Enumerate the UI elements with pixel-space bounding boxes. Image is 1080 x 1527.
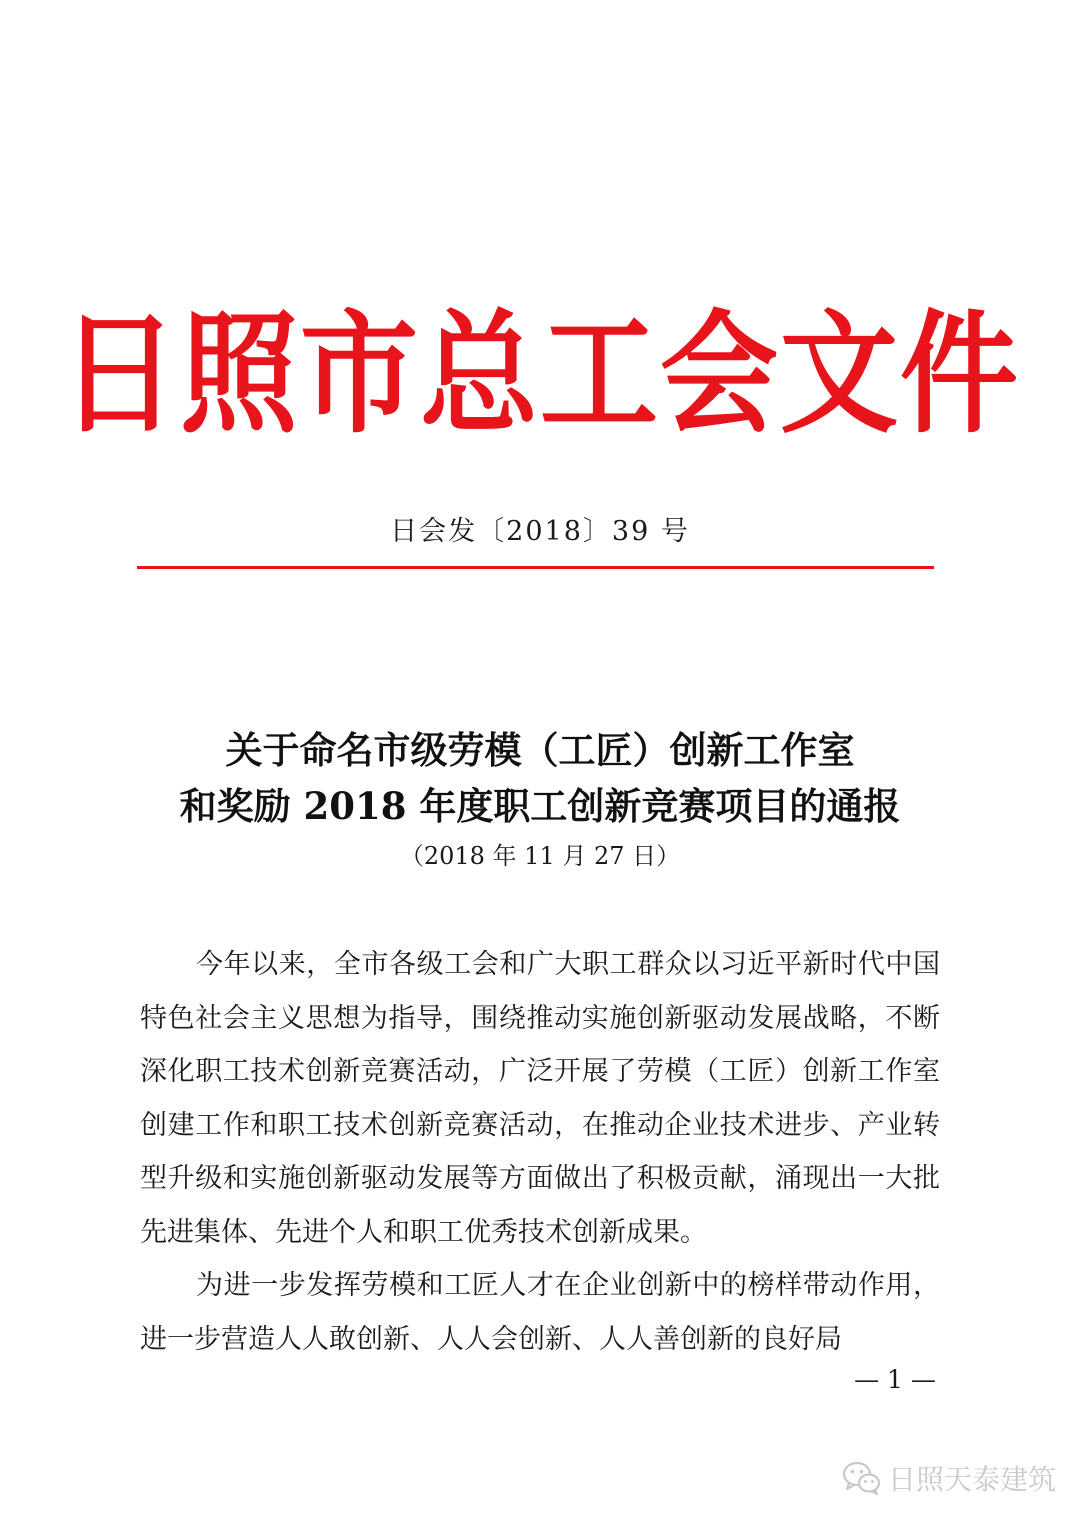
document-number: 日会发〔2018〕39 号: [390, 516, 690, 547]
title-line-1: 关于命名市级劳模（工匠）创新工作室: [225, 728, 855, 772]
document-date: （2018 年 11 月 27 日）: [399, 842, 681, 870]
document-title: [0, 722, 1080, 834]
document-body: [140, 938, 940, 1366]
watermark: [842, 1456, 1056, 1500]
watermark-text: 日照天泰建筑: [888, 1463, 1057, 1496]
body-paragraph-2: 为进一步发挥劳模和工匠人才在企业创新中的榜样带动作用，进一步营造人人敢创新、人人会创新、人人善创新的良好局: [140, 1270, 940, 1355]
page-number: — 1 —: [854, 1365, 936, 1394]
wechat-icon: [842, 1460, 882, 1496]
title-line-2: 和奖励 2018 年度职工创新竞赛项目的通报: [179, 784, 901, 828]
red-divider-line: [137, 566, 934, 569]
body-paragraph-1: 今年以来，全市各级工会和广大职工群众以习近平新时代中国特色社会主义思想为指导，围绕推动实施创新驱动发展战略，不断深化职工技术创新竞赛活动，广泛开展了劳模（工匠）创新工作室创建工作和职工技术创新竞赛活动，在推动企业技术进步、产业转型升级和实施创新驱动发展等方面做出了积极贡献，涌现出一大批先进集体、先进个人和职工优秀技术创新成果。: [140, 949, 940, 1248]
masthead-title: 日照市总工会文件: [59, 296, 1020, 452]
